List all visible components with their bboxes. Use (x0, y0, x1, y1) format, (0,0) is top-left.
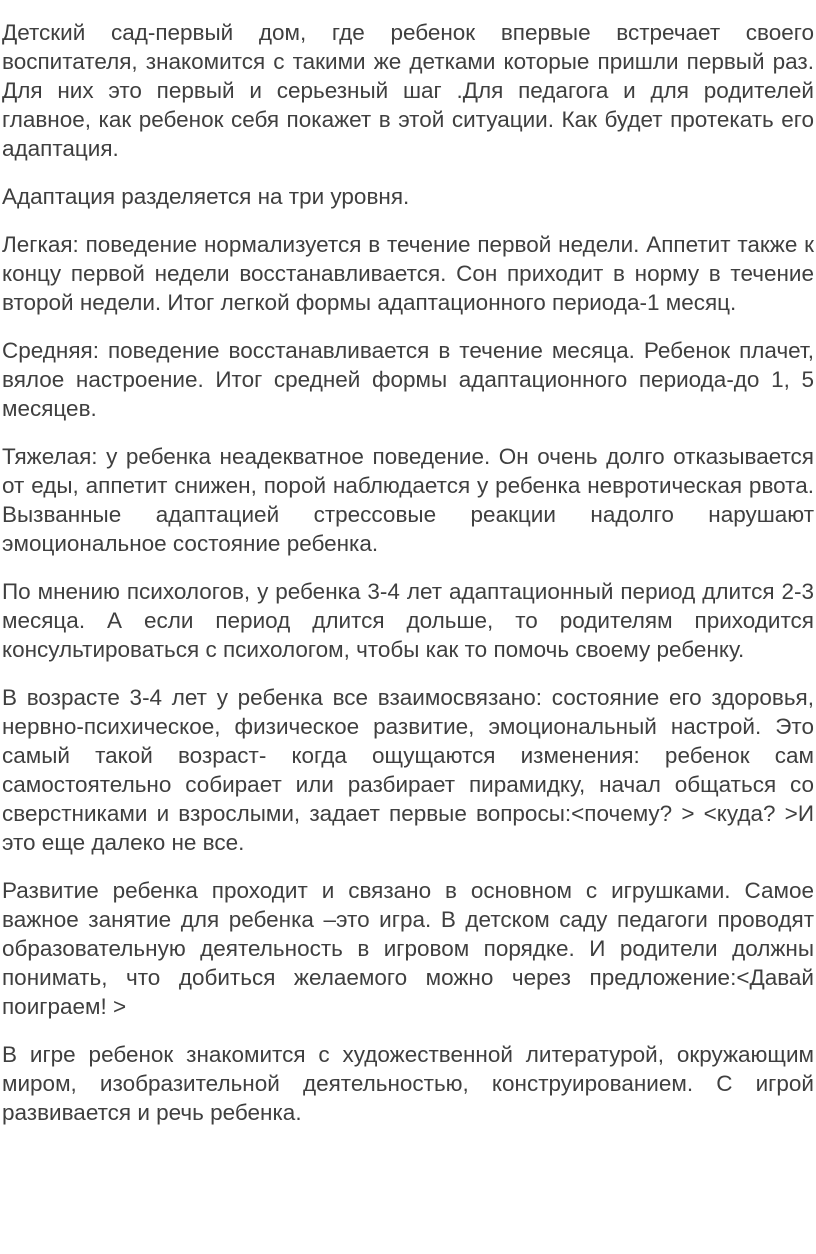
paragraph-level-medium: Средняя: поведение восстанавливается в течение месяца. Ребенок плачет, вялое настроение. Итог средней формы адаптационного периода-до 1, 5 месяцев. (2, 338, 814, 421)
paragraph-toys-play: Развитие ребенка проходит и связано в основном с игрушками. Самое важное занятие для ребенка –это игра. В детском саду педагоги проводят образовательную деятельность в игровом порядке. И родители должны понимать, что добиться желаемого можно через предложение:<Давай поиграем! > (2, 878, 814, 1019)
paragraph-levels-heading: Адаптация разделяется на три уровня. (2, 184, 410, 209)
paragraph-psychologists: По мнению психологов, у ребенка 3-4 лет адаптационный период длится 2-3 месяца. А если период длится дольше, то родителям приходится консультироваться с психологом, чтобы как то помочь своему ребенку. (2, 579, 814, 662)
paragraph-level-easy: Легкая: поведение нормализуется в течение первой недели. Аппетит также к концу первой недели восстанавливается. Сон приходит в норму в течение второй недели. Итог легкой формы адаптационного периода-1 месяц. (2, 232, 814, 315)
paragraph-intro: Детский сад-первый дом, где ребенок впервые встречает своего воспитателя, знакомится с такими же детками которые пришли первый раз. Для них это первый и серьезный шаг .Для педагога и для родителей главное, как ребенок себя покажет в этой ситуации. Как будет протекать его адаптация. (2, 20, 814, 161)
document-page (2, 18, 814, 1146)
paragraph-play-development: В игре ребенок знакомится с художественной литературой, окружающим миром, изобразительной деятельностью, конструированием. С игрой развивается и речь ребенка. (2, 1042, 814, 1125)
paragraph-level-severe: Тяжелая: у ребенка неадекватное поведение. Он очень долго отказывается от еды, аппетит снижен, порой наблюдается у ребенка невротическая рвота. Вызванные адаптацией стрессовые реакции надолго нарушают эмоциональное состояние ребенка. (2, 444, 814, 556)
paragraph-age-3-4: В возрасте 3-4 лет у ребенка все взаимосвязано: состояние его здоровья, нервно-психическое, физическое развитие, эмоциональный настрой. Это самый такой возраст- когда ощущаются изменения: ребенок сам самостоятельно собирает или разбирает пирамидку, начал общаться со сверстниками и взрослыми, задает первые вопросы:<почему? > <куда? >И это еще далеко не все. (2, 685, 814, 855)
